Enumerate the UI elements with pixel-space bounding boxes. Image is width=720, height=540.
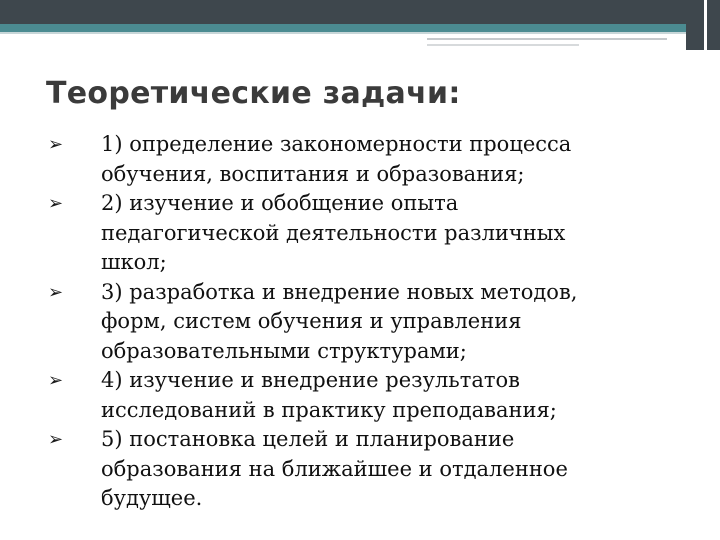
slide-title: Теоретические задачи: bbox=[46, 76, 461, 111]
list-item-line: школ; bbox=[101, 250, 167, 274]
corner-accent-line bbox=[704, 0, 707, 50]
list-item-line: педагогической деятельности различных bbox=[101, 220, 566, 245]
bullet-list bbox=[44, 130, 684, 514]
list-item bbox=[44, 366, 684, 425]
list-item-line: 2) изучение и обобщение опыта bbox=[101, 191, 459, 215]
list-item bbox=[44, 425, 684, 514]
arrowhead-bullet-icon: ➢ bbox=[48, 429, 64, 450]
decorative-line bbox=[427, 44, 579, 46]
list-item-line: 4) изучение и внедрение результатов bbox=[101, 368, 520, 392]
decorative-line bbox=[427, 38, 667, 40]
list-item bbox=[44, 278, 684, 367]
list-item-line: 5) постановка целей и планирование bbox=[101, 427, 515, 451]
list-item-line: образовательными структурами; bbox=[101, 338, 467, 363]
arrowhead-bullet-icon: ➢ bbox=[48, 370, 64, 391]
list-item-line: обучения, воспитания и образования; bbox=[101, 161, 525, 186]
list-item bbox=[44, 130, 684, 189]
top-thin-band bbox=[0, 32, 720, 34]
list-item-line: 1) определение закономерности процесса bbox=[101, 132, 572, 156]
arrowhead-bullet-icon: ➢ bbox=[48, 134, 64, 155]
top-teal-band bbox=[0, 24, 720, 32]
list-item-line: форм, систем обучения и управления bbox=[101, 309, 522, 333]
arrowhead-bullet-icon: ➢ bbox=[48, 281, 64, 303]
corner-accent-box bbox=[686, 0, 720, 50]
top-dark-band bbox=[0, 0, 720, 24]
list-item-line: 3) разработка и внедрение новых методов, bbox=[101, 279, 578, 304]
list-item-line: будущее. bbox=[101, 486, 203, 510]
arrowhead-bullet-icon: ➢ bbox=[48, 193, 64, 214]
list-item-line: исследований в практику преподавания; bbox=[101, 397, 557, 422]
list-item-line: образования на ближайшее и отдаленное bbox=[101, 456, 568, 481]
list-item bbox=[44, 189, 684, 278]
